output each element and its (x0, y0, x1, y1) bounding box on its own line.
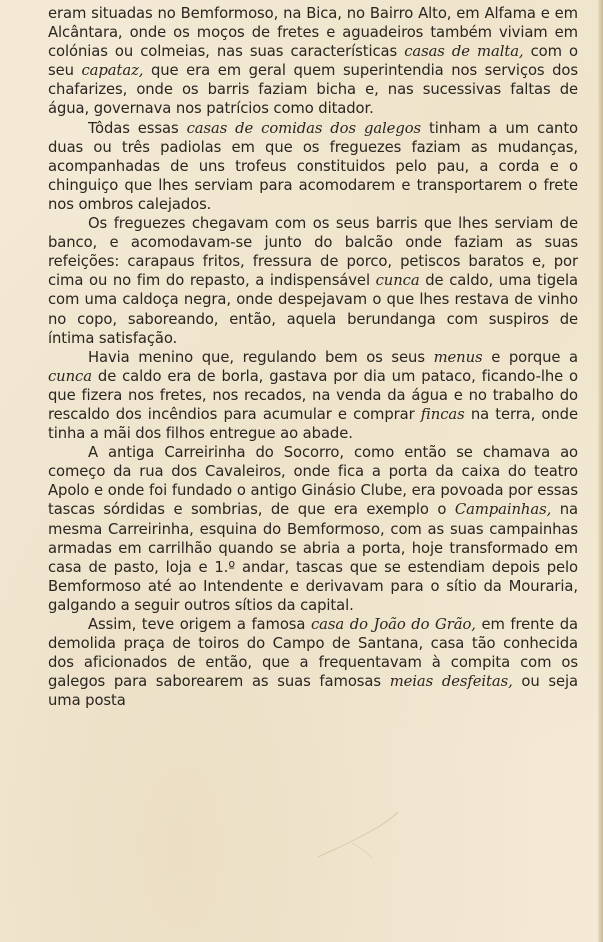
italic-term: casas de comidas dos galegos (186, 119, 422, 137)
italic-term: casa do João do Grão, (310, 616, 476, 633)
italic-term: capataz, (81, 62, 144, 80)
text-run: A antiga Carreirinha do Socorro, como então se chamava ao começo da rua dos Cavaleiros, onde fica a porta da caixa do teatro Apolo e onde foi fundado o antigo Ginásio Clube, era povoada por essas tascas sórdidas e sombrias, de que era exemplo o (48, 444, 578, 519)
text-run: ou seja uma posta (48, 673, 578, 710)
text-run: de caldo, uma tigela com uma caldoça negra, onde despejavam o que lhes restava de vinho no copo, saboreando, então, aquela berundanga com suspiros de íntima satisfação. (48, 272, 578, 347)
italic-term: fincas (420, 405, 465, 423)
text-run: Tôdas essas (88, 119, 187, 137)
italic-term: Campainhas, (454, 501, 552, 519)
italic-term: meias desfeitas, (389, 673, 513, 691)
text-run: de caldo era de borla, gastava por dia um pataco, ficando-lhe o que fizera nos fretes, nos recados, na venda da água e no trabalho do rescaldo dos incêndios para acumular e comprar (48, 367, 578, 423)
italic-term: casas de malta, (404, 43, 524, 61)
text-run: tinham a um canto duas ou três padiolas em que os freguezes faziam as mudanças, acompanhadas de uns trofeus constituidos pelo pau, a corda e o chinguiço que lhes serviam para acomodarem e transportarem o frete nos ombros calejados. (48, 119, 578, 213)
text-run: com o seu (48, 43, 579, 80)
italic-term: cunca (48, 367, 92, 385)
page-edge (598, 0, 603, 942)
text-run: que era em geral quem superintendia nos serviços dos chafarizes, onde os barris faziam bicha e, nas sucessivas faltas de água, governava nos patrícios como ditador. (48, 62, 578, 118)
text-run: Assim, teve origem a famosa (88, 616, 311, 633)
text-run: Os freguezes chegavam com os seus barris que lhes serviam de banco, e acomodavam-se junto do balcão onde faziam as suas refeições: carapaus fritos, fressura de porco, petiscos baratos e, por cima ou no fim do repasto, a indispensável (48, 215, 578, 290)
italic-term: menus (433, 348, 483, 366)
text-run: na mesma Carreirinha, esquina do Bemformoso, com as suas campainhas armadas em carrilhão quando se abria a porta, hoje transformado em casa de pasto, loja e 1.º andar, tascas que se estendiam depois pelo Bemformoso até ao Intendente e derivavam para o sítio da Mouraria, galgando a seguir outros sítios da capital. (48, 501, 578, 614)
text-run: Havia menino que, regulando bem os seus (88, 348, 434, 366)
text-run: em frente da demolida praça de toiros do Campo de Santana, casa tão conhecida dos aficionados de então, que a frequentavam à compita com os galegos para saborearem as suas famosas (48, 616, 579, 691)
text-run: na terra, onde tinha a mãi dos filhos entregue ao abade. (48, 405, 578, 443)
text-run: eram situadas no Bemformoso, na Bica, no Bairro Alto, em Alfama e em Alcântara, onde os moços de fretes e aguadeiros também viviam em colónias ou colmeias, nas suas características (48, 5, 578, 61)
text-run: e porque a (482, 348, 579, 366)
italic-term: cunca (375, 272, 420, 290)
